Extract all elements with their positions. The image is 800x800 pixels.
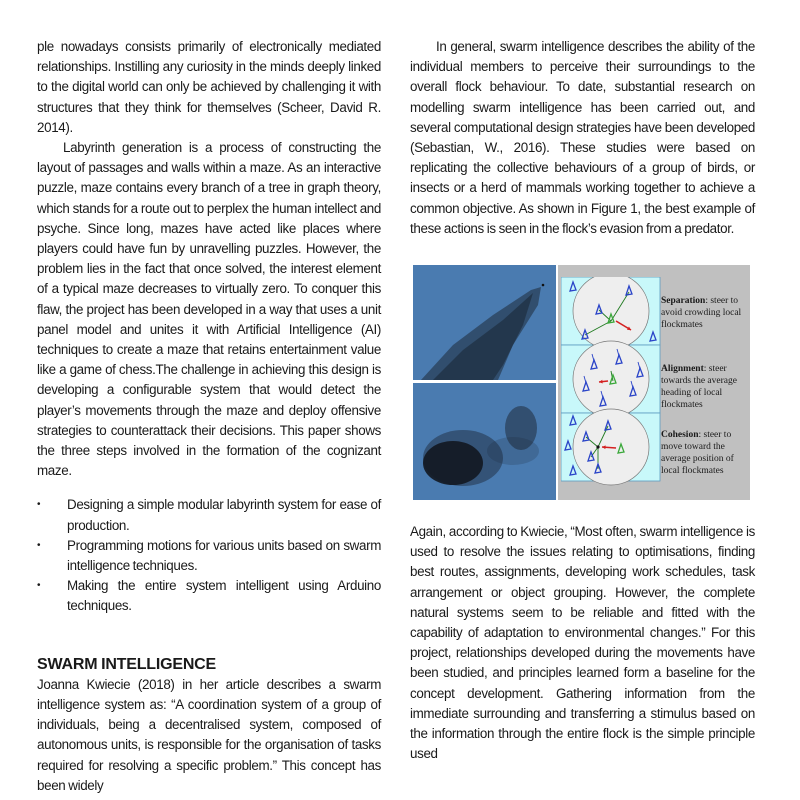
boids-diagram	[558, 265, 750, 500]
bullet-list	[37, 495, 381, 616]
right-column-bottom	[410, 522, 755, 764]
bullet-text: Designing a simple modular labyrinth system for ease of production.	[67, 497, 381, 533]
left-column	[37, 37, 381, 796]
bullet-text: Making the entire system intelligent using Arduino techniques.	[67, 578, 381, 614]
body-paragraph: Joanna Kwiecie (2018) in her article describes a swarm intelligence system as: “A coordination system of a group of individuals, being a decentralised system, composed of autonomous units, is responsible for the organisation of tasks required for resolving a specific problem.” This concept has been widely	[37, 676, 381, 793]
boids-diagram-graphic	[561, 277, 661, 489]
flock-photo-bottom	[413, 383, 556, 500]
body-paragraph: ple nowadays consists primarily of electronically mediated relationships. Instilling any curiosity in the minds deeply linked to the digital world can only be achieved by challenging it with structures that they think for themselves (Scheer, David R. 2014).	[37, 39, 381, 135]
body-paragraph: In general, swarm intelligence describes the ability of the individual members to perceive their surroundings to the overall flock behaviour. To date, substantial research on modelling swarm intelligence has been carried out, and several computational design strategies have been developed (Sebastian, W., 2016). These studies were based on replicating the collective behaviours of a group of birds, or insects or a herd of mammals working together to achieve a common objective. As shown in Figure 1, the best example of these actions is seen in the flock’s evasion from a predator.	[410, 39, 755, 236]
body-paragraph: Labyrinth generation is a process of constructing the layout of passages and walls within a maze. As an interactive puzzle, maze contains every branch of a tree in graph theory, which stands for a route out to perplex the human intellect and psyche. Since long, mazes have acted like places where players could have fun by unravelling puzzles. However, the problem lies in the fact that once solved, the interest element of a typical maze decreases to virtually zero. To conquer this flaw, the project has been developed in a way that uses a unit panel model and unites it with Artificial Intelligence (AI) techniques to create a maze that retains entertainment value like a game of chess.The challenge in achieving this design is developing a configurable system that would detect the player’s movements through the maze and deploy offensive strategies to counterattack their decisions. This paper shows the three steps involved in the formation of the cognizant maze.	[37, 140, 381, 479]
flock-photo-top	[413, 265, 556, 380]
bullet-item	[37, 576, 381, 616]
right-column-top	[410, 37, 755, 239]
rule-label-separation: Separation: steer to avoid crowding local flockmates	[661, 296, 742, 330]
flock-photo-bottom-image	[413, 383, 556, 500]
bullet-icon: •	[37, 580, 41, 592]
rule-label-cohesion: Cohesion: steer to move toward the average position of local flockmates	[661, 430, 734, 476]
bullet-text: Programming motions for various units based on swarm intelligence techniques.	[67, 537, 381, 574]
section-heading: SWARM INTELLIGENCE	[37, 655, 217, 673]
body-paragraph: Again, according to Kwiecie, “Most often, swarm intelligence is used to resolve the issues relating to optimisations, finding best routes, assignments, developing work schedules, task arrangement or object grouping. However, the complete natural systems seem to be reliable and fitted with the capability of adaptation to environmental changes.” For this project, relationships developed during the movements have been studied, and principles learned form a baseline for the concept development. Gathering information from the immediate surrounding and transferring a stimulus based on the information through the entire flock is the simple principle used	[410, 524, 755, 762]
bullet-item	[37, 495, 381, 535]
flock-photo-top-image	[413, 265, 556, 380]
rule-label-alignment: Alignment: steer towards the average heading of local flockmates	[661, 364, 737, 410]
bullet-icon: •	[37, 539, 41, 551]
figure-1	[413, 265, 751, 500]
bullet-item	[37, 536, 381, 576]
center-of-mass-marker	[596, 445, 599, 448]
bullet-icon: •	[37, 499, 41, 511]
